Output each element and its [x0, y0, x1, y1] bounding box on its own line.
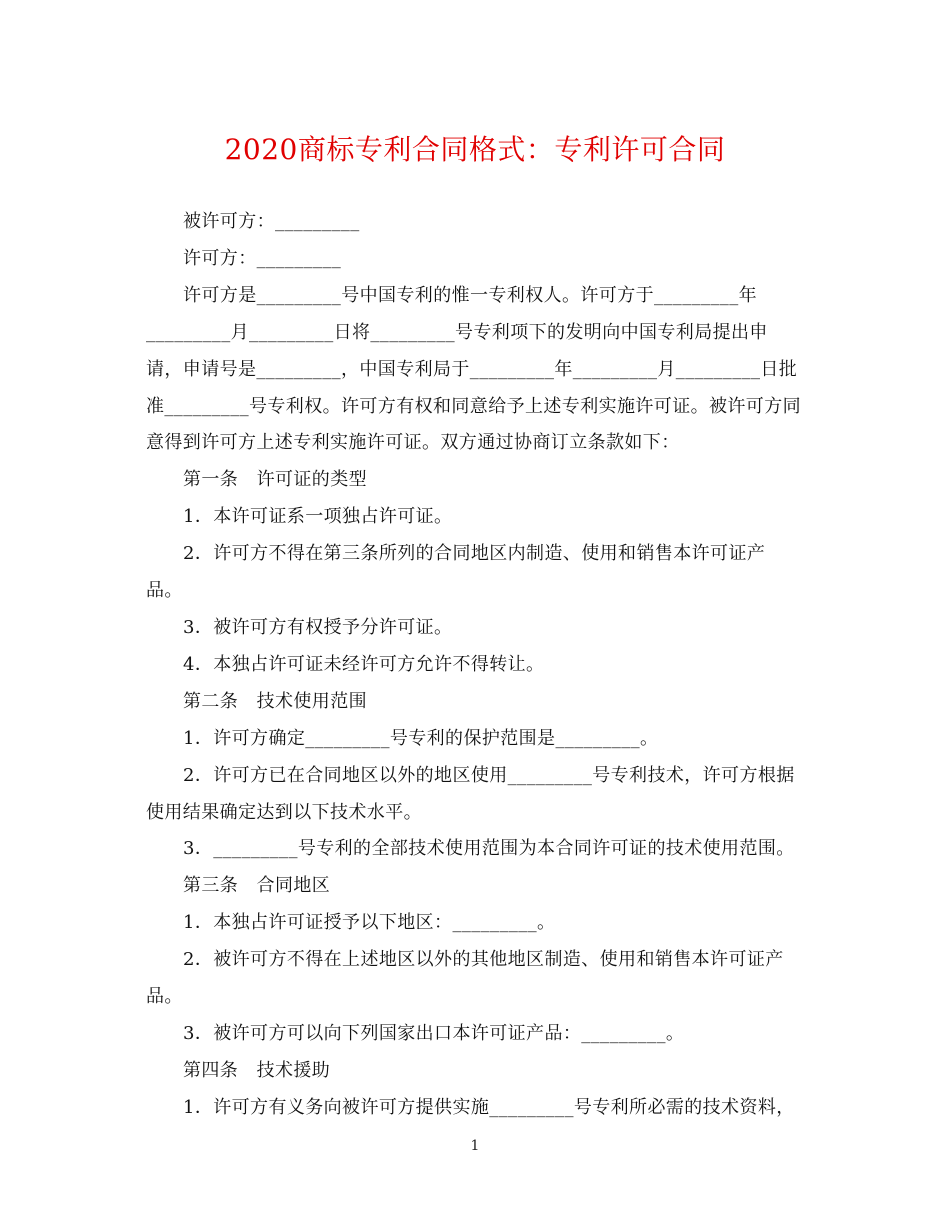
article-3-clause-2: 2．被许可方不得在上述地区以外的其他地区制造、使用和销售本许可证产品。	[146, 949, 784, 1008]
licensor-line: 许可方：_________	[183, 247, 342, 269]
page-number: 1	[470, 1138, 480, 1154]
article-4-heading: 第四条 技术援助	[183, 1059, 331, 1081]
article-1-clause-3: 3．被许可方有权授予分许可证。	[183, 616, 453, 638]
article-2-heading: 第二条 技术使用范围	[183, 690, 367, 712]
document-title: 2020商标专利合同格式：专利许可合同	[224, 133, 726, 166]
licensee-line: 被许可方：_________	[183, 211, 360, 232]
article-3-clause-1: 1．本独占许可证授予以下地区：_________。	[183, 912, 556, 934]
article-2-clause-1: 1．许可方确定_________号专利的保护范围是_________。	[183, 727, 659, 749]
article-3-clause-3: 3．被许可方可以向下列国家出口本许可证产品：_________。	[183, 1022, 685, 1044]
article-1-heading: 第一条 许可证的类型	[183, 469, 367, 491]
article-4-clause-1: 1．许可方有义务向被许可方提供实施_________号专利所必需的技术资料，	[183, 1096, 795, 1118]
article-1-clause-4: 4．本独占许可证未经许可方允许不得转让。	[183, 653, 545, 675]
article-1-clause-2: 2．许可方不得在第三条所列的合同地区内制造、使用和销售本许可证产品。	[146, 543, 766, 602]
article-2-clause-2: 2．许可方已在合同地区以外的地区使用_________号专利技术，许可方根据使用结果确定达到以下技术水平。	[146, 764, 795, 823]
document-body	[146, 204, 801, 1127]
article-1-clause-1: 1．本许可证系一项独占许可证。	[183, 506, 453, 528]
preamble-paragraph: 许可方是_________号中国专利的惟一专利权人。许可方于_________年_________月_________日将_________号专利项下的发明向中国专利局提出申请，申请号是_________，中国专利局于_________年_________月_________日批准_________号专利权。许可方有权和同意给予上述专利实施许可证。被许可方同意得到许可方上述专利实施许可证。双方通过协商订立条款如下：	[146, 284, 801, 454]
article-3-heading: 第三条 合同地区	[183, 875, 331, 897]
article-2-clause-3: 3．_________号专利的全部技术使用范围为本合同许可证的技术使用范围。	[183, 838, 795, 860]
